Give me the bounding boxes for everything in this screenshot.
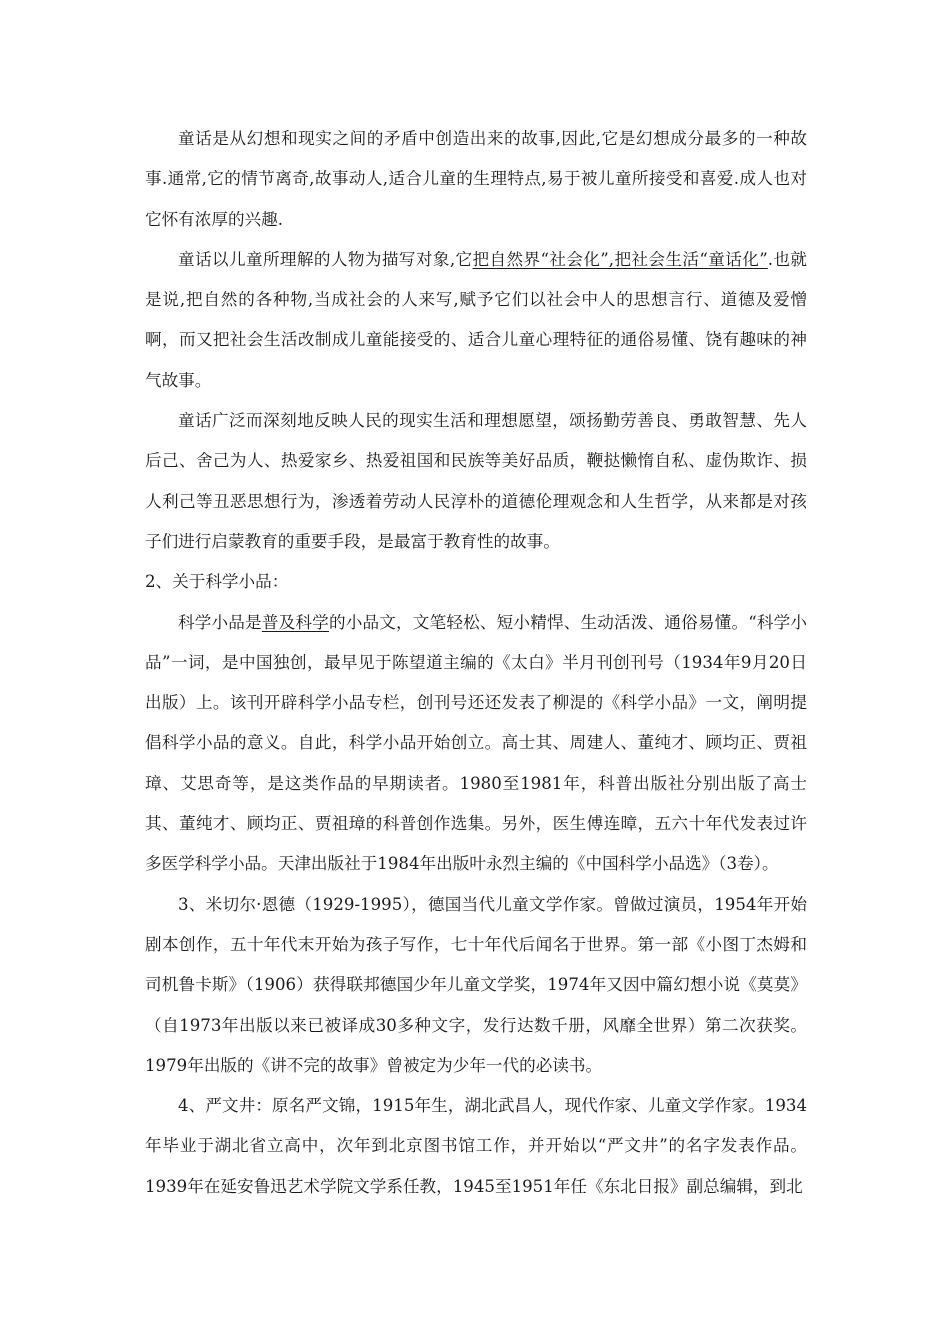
paragraph-text: 3、米切尔·恩德（1929-1995），德国当代儿童文学作家。曾做过演员，1954年开始剧本创作，五十年代末开始为孩子写作，七十年代后闻名于世界。第一部《小图丁杰姆和司机鲁卡斯》（1906）获得联邦德国少年儿童文学奖，1974年又因中篇幻想小说《莫莫》（自1973年出版以来已被译成30多种文字，发行达数千册，风靡全世界）第二次获奖。1979年出版的《讲不完的故事》曾被定为少年一代的必读书。 — [145, 894, 807, 1075]
paragraph-text: 童话广泛而深刻地反映人民的现实生活和理想愿望，颂扬勤劳善良、勇敢智慧、先人后己、舍己为人、热爱家乡、热爱祖国和民族等美好品质，鞭挞懒惰自私、虚伪欺诈、损人利己等丑恶思想行为，渗透着劳动人民淳朴的道德伦理观念和人生哲学，从来都是对孩子们进行启蒙教育的重要手段，是最富于教育性的故事。 — [145, 411, 807, 551]
paragraph-fairy-tale-characters — [145, 240, 807, 401]
section-heading-science-essay — [145, 562, 807, 602]
paragraph-yan-wenjing — [145, 1086, 807, 1207]
paragraph-text: 4、严文井：原名严文锦，1915年生，湖北武昌人，现代作家、儿童文学作家。1934年毕业于湖北省立高中，次年到北京图书馆工作，并开始以“严文井”的名字发表作品。1939年在延安鲁迅艺术学院文学系任教，1945至1951年任《东北日报》副总编辑，到北 — [145, 1096, 807, 1196]
paragraph-text: 科学小品是 — [178, 612, 262, 632]
underlined-phrase: 把自然界“社会化”,把社会生活“童话化” — [472, 249, 768, 269]
paragraph-text: 童话是从幻想和现实之间的矛盾中创造出来的故事,因此,它是幻想成分最多的一种故事.通常,它的情节离奇,故事动人,适合儿童的生理特点,易于被儿童所接受和喜爱.成人也对它怀有浓厚的兴趣. — [145, 129, 807, 229]
paragraph-fairy-tale-themes — [145, 401, 807, 562]
underlined-phrase: 普及科学 — [261, 612, 329, 632]
paragraph-text: .也就是说,把自然的各种物,当成社会的人来写,赋予它们以社会中人的思想言行、道德及爱憎啊，而又把社会生活改制成儿童能接受的、适合儿童心理特征的通俗易懂、饶有趣味的神气故事。 — [145, 249, 807, 390]
paragraph-text: 的小品文，文笔轻松、短小精悍、生动活泼、通俗易懂。“科学小品”一词，是中国独创，最早见于陈望道主编的《太白》半月刊创刊号（1934年9月20日出版）上。该刊开辟科学小品专栏，创刊号还还发表了柳湜的《科学小品》一文，阐明提倡科学小品的意义。自此，科学小品开始创立。高士其、周建人、董纯才、顾均正、贾祖璋、艾思奇等，是这类作品的早期读者。1980至1981年，科普出版社分别出版了高士其、董纯才、顾均正、贾祖璋的科普创作选集。另外，医生傅连暲，五六十年代发表过许多医学科学小品。天津出版社于1984年出版叶永烈主编的《中国科学小品选》（3卷）。 — [145, 612, 808, 874]
heading-text: 2、关于科学小品： — [145, 572, 289, 592]
paragraph-michael-ende — [145, 885, 807, 1086]
paragraph-science-essay — [145, 603, 807, 885]
document-body — [145, 119, 807, 1207]
paragraph-text: 童话以儿童所理解的人物为描写对象,它 — [178, 249, 473, 269]
paragraph-fairy-tale-definition — [145, 119, 807, 240]
